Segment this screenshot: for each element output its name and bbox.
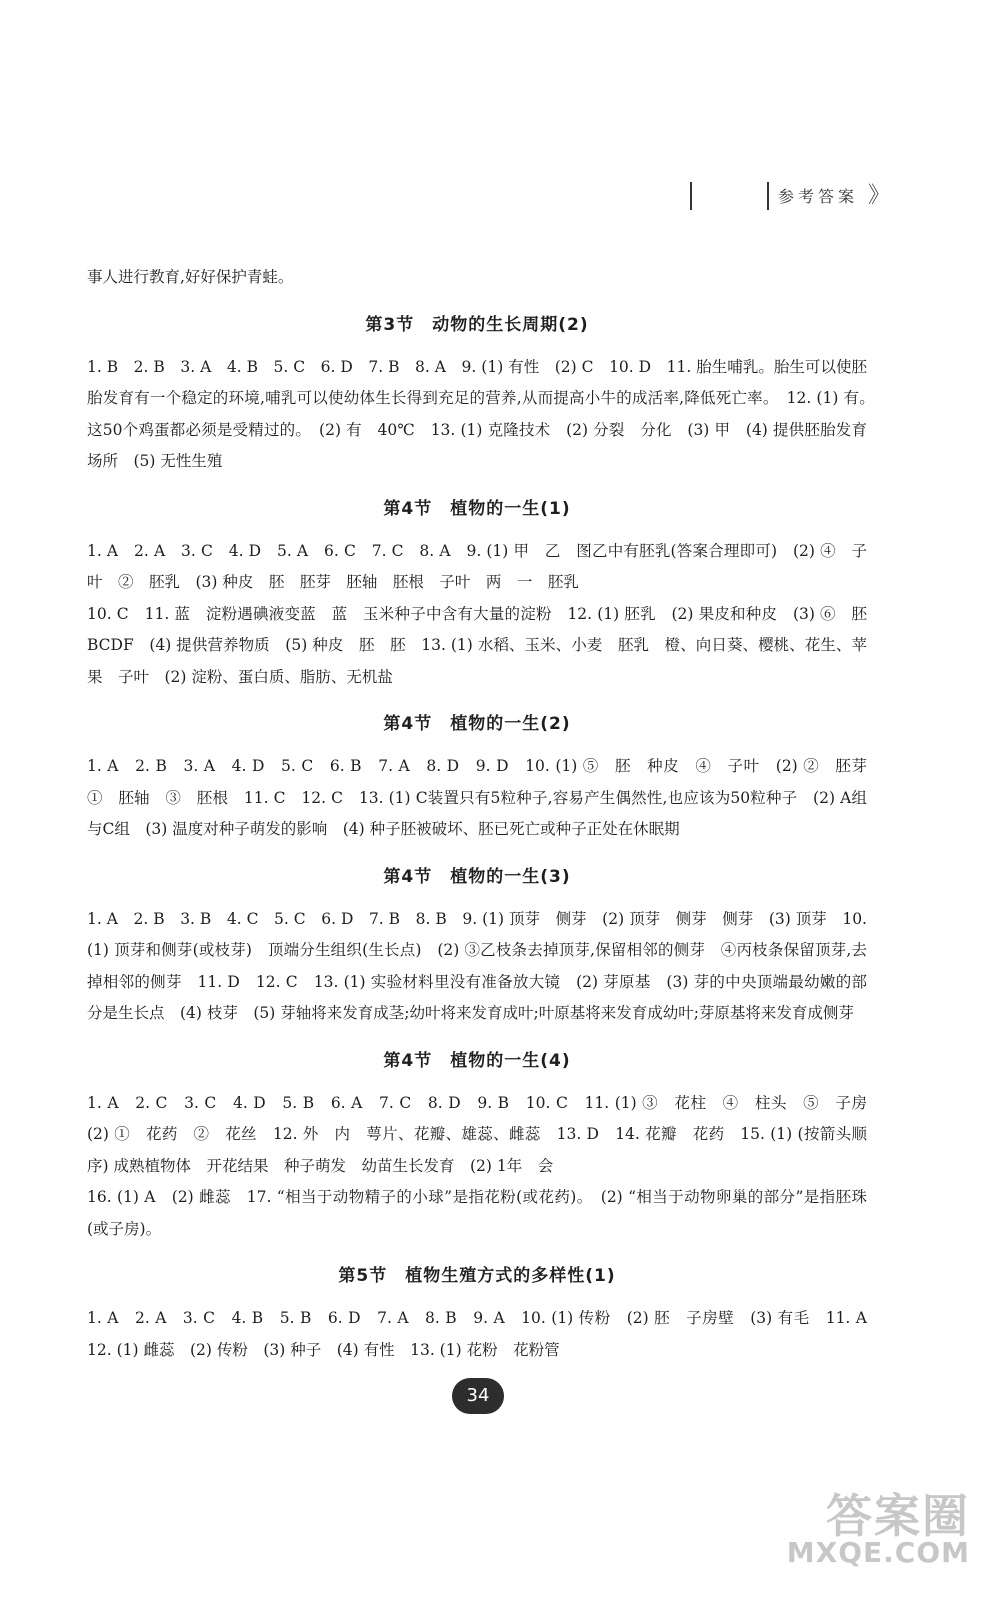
watermark-text: 答案圈 — [826, 1489, 970, 1543]
section-answers: 10. C 11. 蓝 淀粉遇碘液变蓝 蓝 玉米种子中含有大量的淀粉 12. (1) 胚乳 (2) 果皮和种皮 (3) ⑥ 胚 BCDF (4) 提供营养物质 (5) 种皮 胚 胚 13. (1) 水稻、玉米、小麦 胚乳 橙、向日葵、樱桃、花生、苹果 子叶 (2) 淀粉、蛋白质、脂肪、无机盐 — [87, 604, 883, 686]
section-answers: 1. A 2. C 3. C 4. D 5. B 6. A 7. C 8. D 9. B 10. C 11. (1) ③ 花柱 ④ 柱头 ⑤ 子房 (2) ① 花药 ② 花丝 12. 外 内 萼片、花瓣、雄蕊、雌蕊 13. D 14. 花瓣 花药 15. (1) (按箭头顺序) 成熟植物体 开花结果 种子萌发 幼苗生长发育 (2) 1年 会 — [87, 1093, 883, 1175]
section-answers: 1. A 2. A 3. C 4. B 5. B 6. D 7. A 8. B 9. A 10. (1) 传粉 (2) 胚 子房壁 (3) 有毛 11. A 12. (1) 雌蕊 (2) 传粉 (3) 种子 (4) 有性 13. (1) 花粉 花粉管 — [87, 1309, 883, 1359]
page-number: 34 — [452, 1378, 504, 1414]
answer-content — [87, 262, 883, 1366]
section-title: 第5节 植物生殖方式的多样性(1) — [338, 1266, 616, 1286]
header-label: 参考答案 — [778, 187, 859, 206]
header-divider — [690, 182, 692, 210]
section-answers: 16. (1) A (2) 雌蕊 17. “相当于动物精子的小球”是指花粉(或花药)。 (2) “相当于动物卵巢的部分”是指胚珠(或子房)。 — [87, 1188, 867, 1238]
section-title: 第3节 动物的生长周期(2) — [365, 314, 589, 335]
watermark-logo — [786, 1480, 980, 1590]
watermark-url: MXQE.COM — [786, 1536, 970, 1569]
section-answers: 1. A 2. A 3. C 4. D 5. A 6. C 7. C 8. A 9. (1) 甲 乙 图乙中有胚乳(答案合理即可) (2) ④ 子叶 ② 胚乳 (3) 种皮 胚 胚芽 胚轴 胚根 子叶 两 一 胚乳 — [87, 541, 867, 591]
section-title: 第4节 植物的一生(3) — [383, 866, 571, 887]
section-answers: 1. A 2. B 3. B 4. C 5. C 6. D 7. B 8. B 9. (1) 顶芽 侧芽 (2) 顶芽 侧芽 侧芽 (3) 顶芽 10. (1) 顶芽和侧芽(或枝芽) 顶端分生组织(生长点) (2) ③乙枝条去掉顶芽,保留相邻的侧芽 ④丙枝条保留顶芽,去掉相邻的侧芽 11. D 12. C 13. (1) 实验材料里没有准备放大镜 (2) 芽原基 (3) 芽的中央顶端最幼嫩的部分是生长点 (4) 枝芽 (5) 芽轴将来发育成茎;幼叶将来发育成叶;叶原基将来发育成幼叶;芽原基将来发育成侧芽 — [87, 909, 867, 1022]
section-answers: 1. B 2. B 3. A 4. B 5. C 6. D 7. B 8. A 9. (1) 有性 (2) C 10. D 11. 胎生哺乳。胎生可以使胚胎发育有一个稳定的环境,哺乳可以使幼体生长得到充足的营养,从而提高小牛的成活率,降低死亡率。 12. (1) 有。 这50个鸡蛋都必须是受精过的。 (2) 有 40℃ 13. (1) 克隆技术 (2) 分裂 分化 (3) 甲 (4) 提供胚胎发育场所 (5) 无性生殖 — [87, 357, 883, 470]
running-header — [690, 178, 890, 218]
section-title: 第4节 植物的一生(4) — [383, 1050, 571, 1071]
section-title: 第4节 植物的一生(2) — [383, 714, 571, 734]
header-divider — [767, 182, 769, 210]
section-title: 第4节 植物的一生(1) — [383, 498, 571, 519]
double-chevron-icon: 》 — [868, 183, 885, 208]
section-answers: 1. A 2. B 3. A 4. D 5. C 6. B 7. A 8. D 9. D 10. (1) ⑤ 胚 种皮 ④ 子叶 (2) ② 胚芽 ① 胚轴 ③ 胚根 11. C 12. C 13. (1) C装置只有5粒种子,容易产生偶然性,也应该为50粒种子 (2) A组与C组 (3) 温度对种子萌发的影响 (4) 种子胚被破坏、胚已死亡或种子正处在休眠期 — [87, 757, 883, 838]
intro-line: 事人进行教育,好好保护青蛙。 — [87, 268, 294, 286]
